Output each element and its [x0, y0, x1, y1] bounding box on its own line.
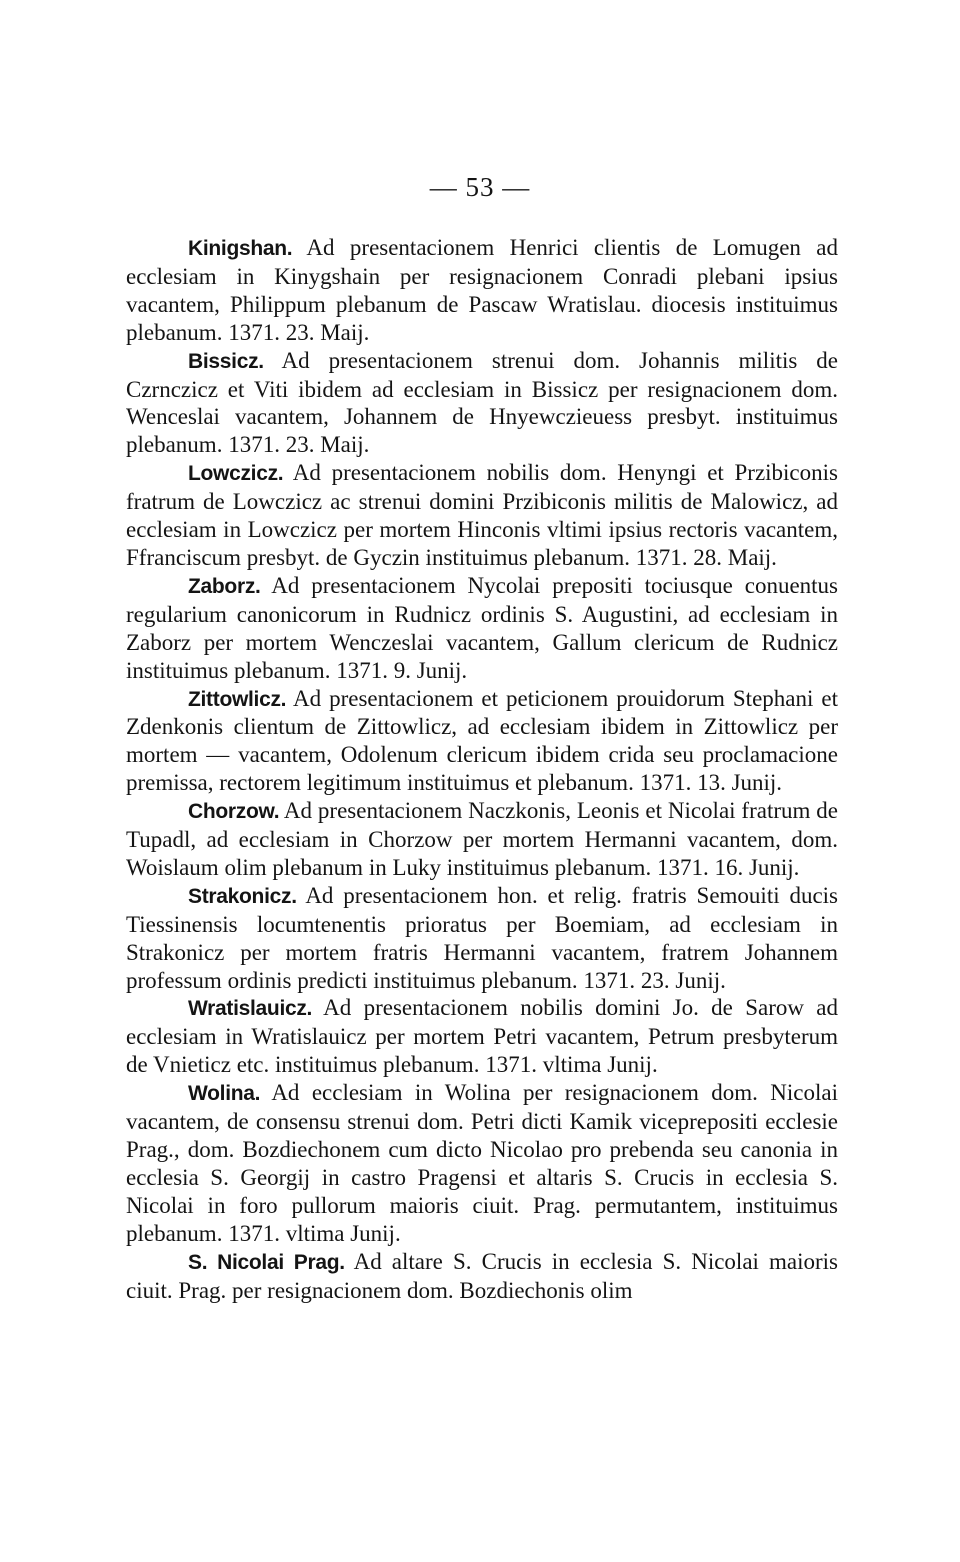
entry-heading: Chorzow. [188, 800, 280, 824]
entry-chorzow [126, 797, 838, 882]
entry-text: Ad presentacionem nobilis domini Jo. de Sarow ad ecclesiam in Wratislauicz per mortem Petri vacantem, Petrum presbyterum de Vnieticz etc. instituimus plebanum. 1371. vltima Junij. [126, 995, 838, 1078]
entry-heading: Bissicz. [188, 349, 264, 373]
entry-text: Ad altare S. Crucis in ecclesia S. Nicolai maioris ciuit. Prag. per resignacionem dom. Bozdiechonis olim [126, 1248, 838, 1303]
entry-heading: S. Nicolai Prag. [188, 1250, 345, 1274]
entry-zaborz [126, 572, 838, 685]
entry-s-nicolai-prag [126, 1248, 838, 1305]
entry-text: Ad presentacionem strenui dom. Johannis militis de Czrnczicz et Viti ibidem ad ecclesiam in Bissicz per resignacionem dom. Wenceslai vacantem, Johannem de Hnyewczieuess presbyt. instituimus plebanum. 1371. 23. Maij. [126, 347, 838, 458]
entry-heading: Kinigshan. [188, 237, 293, 260]
entry-text: Ad presentacionem et peticionem prouidorum Stephani et Zdenkonis clientum de Zittowlicz, ad ecclesiam ibidem in Zittowlicz per mortem — vacantem, Odolenum clericum ibidem crida seu proclamacione premissa, rectorem legitimum instituimus et plebanum. 1371. 13. Junij. [126, 685, 838, 796]
entry-text: Ad presentacionem Naczkonis, Leonis et Nicolai fratrum de Tupadl, ad ecclesiam in Chorzow per mortem Hermanni vacantem, dom. Woislaum olim plebanum in Luky instituimus plebanum. 1371. 16. Junij. [126, 798, 838, 880]
entry-strakonicz [126, 882, 838, 995]
entry-text: Ad presentacionem Nycolai prepositi tociusque conuentus regularium canonicorum in Rudnicz ordinis S. Augustini, ad ecclesiam in Zaborz per mortem Wenczeslai vacantem, Gallum clericum de Rudnicz instituimus plebanum. 1371. 9. Junij. [126, 572, 838, 683]
page-body [126, 234, 838, 1304]
entry-wolina [126, 1079, 838, 1247]
entry-text: Ad ecclesiam in Wolina per resignacionem dom. Nicolai vacantem, de consensu strenui dom. Petri dicti Kamik viceprepositi ecclesie Prag., dom. Bozdiechonem cum dicto Nicolao pro prebenda seu canonia in ecclesia S. Georgij in castro Pragensi et altaris S. Crucis in ecclesia S. Nicolai in foro pullorum maioris ciuit. Prag. permutantem, instituimus plebanum. 1371. vltima Junij. [126, 1080, 838, 1246]
entry-text: Ad presentacionem nobilis dom. Henyngi et Przibiconis fratrum de Lowczicz ac strenui domini Przibiconis militis de Malowicz, ad ecclesiam in Lowczicz per mortem Hinconis vltimi ipsius rectoris vacantem, Ffranciscum presbyt. de Gyczin instituimus plebanum. 1371. 28. Maij. [126, 460, 838, 570]
entry-lowczicz [126, 459, 838, 572]
entry-heading: Lowczicz. [188, 462, 284, 486]
entry-heading: Wolina. [188, 1082, 261, 1106]
entry-heading: Zaborz. [188, 574, 261, 598]
entry-text: Ad presentacionem hon. et relig. fratris Semouiti ducis Tiessinensis locumtenentis prioratus per Boemiam, ad ecclesiam in Strakonicz per mortem fratris Hermanni vacantem, fratrem Johannem professum ordinis predicti instituimus plebanum. 1371. 23. Junij. [126, 882, 838, 993]
entry-text: Ad presentacionem Henrici clientis de Lomugen ad ecclesiam in Kinygshain per resignacionem Conradi plebani ipsius vacantem, Philippum plebanum de Pascaw Wratislau. diocesis instituimus plebanum. 1371. 23. Maij. [126, 235, 838, 345]
entry-bissicz [126, 347, 838, 460]
entry-kinigshan [126, 234, 838, 347]
entry-wratislauicz [126, 994, 838, 1079]
page-number: — 53 — [429, 172, 531, 202]
entry-heading: Wratislauicz. [188, 997, 313, 1021]
entry-heading: Strakonicz. [188, 884, 297, 908]
entry-zittowlicz [126, 685, 838, 798]
entry-heading: Zittowlicz. [188, 687, 287, 711]
